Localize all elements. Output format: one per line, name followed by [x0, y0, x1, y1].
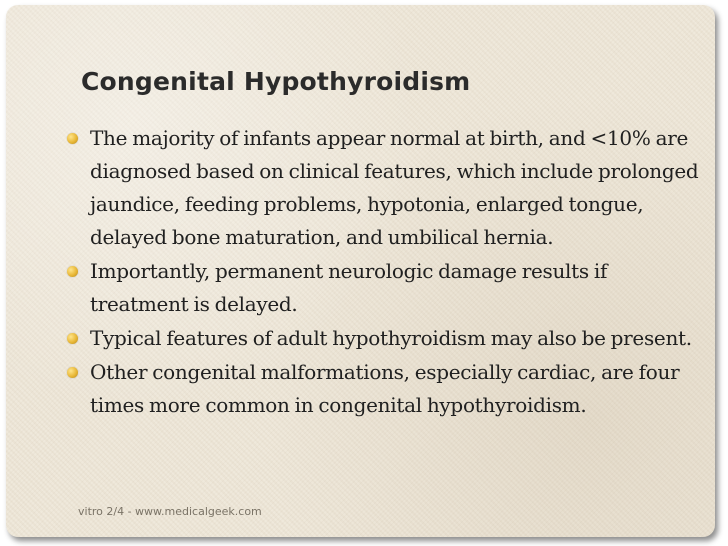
bullet-list	[67, 122, 707, 423]
gold-bullet-icon	[67, 266, 78, 277]
bullet-text: Importantly, permanent neurologic damage results if treatment is delayed.	[90, 259, 608, 316]
bullet-item	[67, 322, 707, 355]
bullet-item	[67, 356, 707, 422]
slide-title: Congenital Hypothyroidism	[81, 67, 471, 96]
slide-footer: vitro 2/4 - www.medicalgeek.com	[78, 505, 262, 518]
bullet-text: The majority of infants appear normal at birth, and <10% are diagnosed based on clinical features, which include prolonged jaundice, feeding problems, hypotonia, enlarged tongue, delayed bone maturation, and umbilical hernia.	[90, 126, 699, 249]
gold-bullet-icon	[67, 367, 78, 378]
bullet-item	[67, 255, 707, 321]
bullet-text: Typical features of adult hypothyroidism may also be present.	[90, 326, 692, 350]
bullet-text: Other congenital malformations, especially cardiac, are four times more common in congenital hypothyroidism.	[90, 360, 680, 417]
bullet-item	[67, 122, 707, 254]
gold-bullet-icon	[67, 133, 78, 144]
gold-bullet-icon	[67, 333, 78, 344]
